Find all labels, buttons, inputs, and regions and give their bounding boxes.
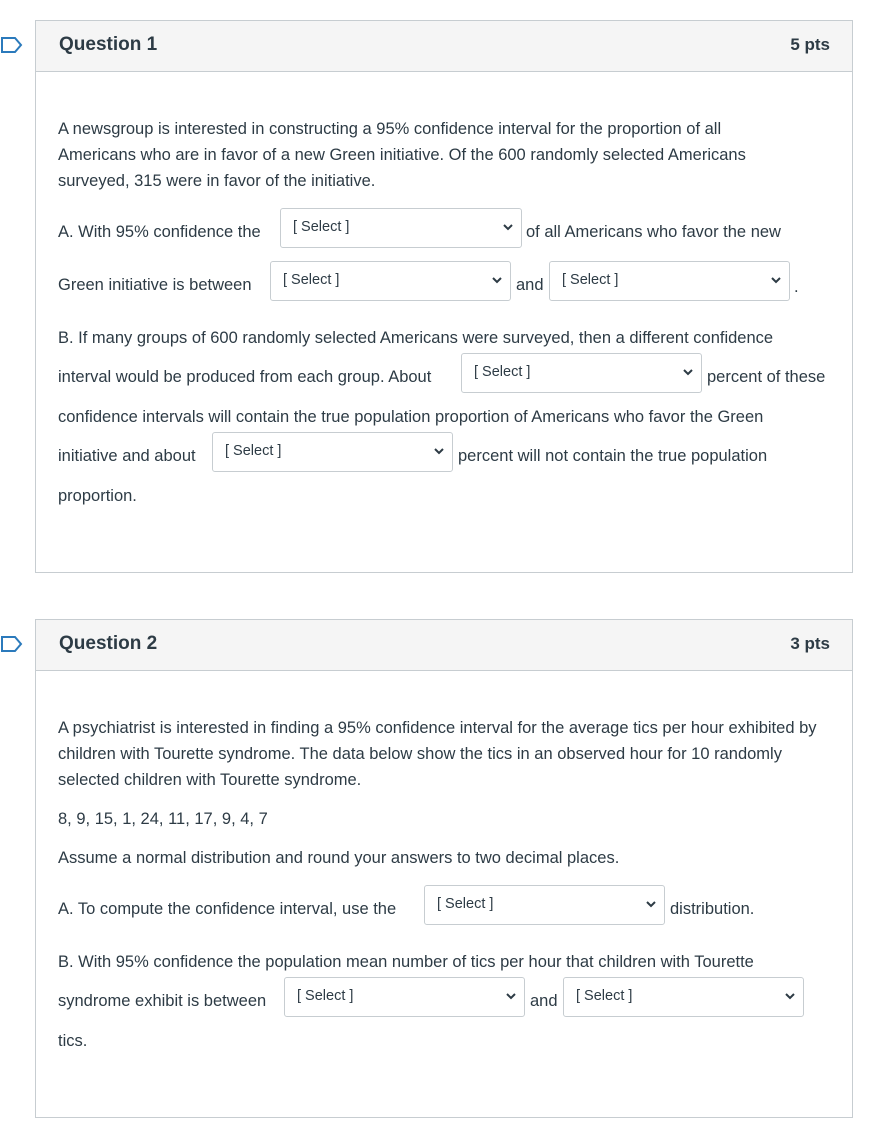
part-b-and: and [530,992,558,1010]
question-text [36,671,850,871]
chevron-down-icon [783,989,797,1003]
part-b-text-3: tics. [58,1032,88,1050]
part-b-text-4: confidence intervals will contain the true population proportion of Americans who favor the Green [58,408,764,426]
part-a-and: and [516,276,544,294]
chevron-down-icon [769,273,783,287]
question-title: Question 2 [59,633,158,654]
select-q2-b2[interactable] [563,977,804,1017]
assumption-text: Assume a normal distribution and round your answers to two decimal places. [58,849,620,867]
question-header [36,21,852,72]
question-intro: A psychiatrist is interested in finding a 95% confidence interval for the average tics per hour exhibited by children with Tourette syndrome. The data below show the tics in an observed hour for 10 randomly selected children with Tourette syndrome. [58,719,817,789]
select-placeholder: [ Select ] [437,896,494,912]
part-b-text-3: percent of these [707,368,826,386]
chevron-down-icon [504,989,518,1003]
part-b-text-2: interval would be produced from each group. About [58,368,432,386]
part-a-text-1: A. With 95% confidence the [58,223,261,241]
question-points: 3 pts [790,634,830,653]
select-b1[interactable] [461,353,702,393]
part-a-period: . [794,278,799,296]
select-q2-b1[interactable] [284,977,525,1017]
part-b-text-2: syndrome exhibit is between [58,992,267,1010]
part-a-text-2: distribution. [670,900,755,918]
select-placeholder: [ Select ] [576,988,633,1004]
question-header [36,620,852,671]
select-placeholder: [ Select ] [297,988,354,1004]
question-intro: A newsgroup is interested in constructing a 95% confidence interval for the proportion of all Americans who are in favor of a new Green initiative. Of the 600 randomly selected Americans surveyed, 315 were in favor of the initiative. [58,120,746,190]
select-a1[interactable] [280,208,522,248]
chevron-down-icon [490,273,504,287]
chevron-down-icon [501,220,515,234]
chevron-down-icon [644,897,658,911]
select-q2-a[interactable] [424,885,665,925]
part-b-text-5: initiative and about [58,447,196,465]
question-points: 5 pts [790,35,830,54]
select-placeholder: [ Select ] [562,272,619,288]
chevron-down-icon [432,444,446,458]
select-placeholder: [ Select ] [283,272,340,288]
question-text [36,72,820,194]
part-a-text-3: Green initiative is between [58,276,252,294]
part-b-text-7: proportion. [58,487,137,505]
select-placeholder: [ Select ] [225,443,282,459]
chevron-down-icon [681,365,695,379]
flag-question-1-icon[interactable] [0,36,24,54]
flag-question-2-icon[interactable] [0,635,24,653]
select-a2[interactable] [270,261,511,301]
part-b-text-1: B. If many groups of 600 randomly selected Americans were surveyed, then a different confidence [58,329,774,347]
part-b-text-1: B. With 95% confidence the population mean number of tics per hour that children with Tourette [58,953,754,971]
question-1 [35,20,853,573]
question-title: Question 1 [59,34,158,55]
select-a3[interactable] [549,261,790,301]
select-placeholder: [ Select ] [474,364,531,380]
part-b-text-6: percent will not contain the true population [458,447,768,465]
question-2 [35,619,853,1118]
part-a-text-1: A. To compute the confidence interval, use the [58,900,397,918]
select-placeholder: [ Select ] [293,219,350,235]
part-a-text-2: of all Americans who favor the new [526,223,781,241]
select-b2[interactable] [212,432,453,472]
data-values: 8, 9, 15, 1, 24, 11, 17, 9, 4, 7 [58,810,268,828]
